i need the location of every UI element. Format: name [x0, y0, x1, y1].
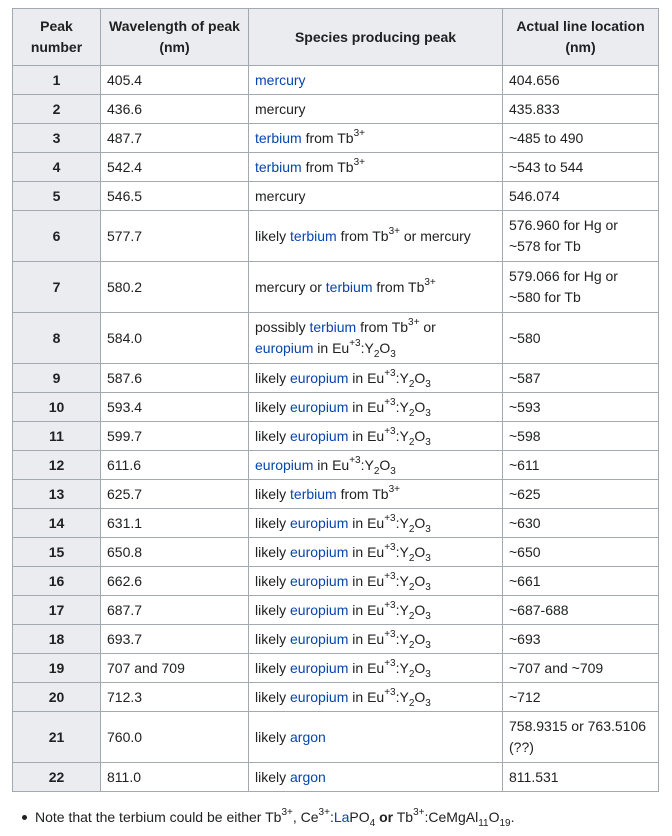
tb-ion: $Tb^{3+}$ [337, 127, 365, 146]
actual-location-cell: ~712 [503, 683, 659, 712]
species-cell: likely europium in $Eu^{+3}:Y_2O_3$ [249, 625, 503, 654]
lanthanum-link[interactable]: La [333, 809, 350, 825]
species-cell: likely terbium from $Tb^{3+}$ [249, 480, 503, 509]
actual-location-cell: ~707 and ~709 [503, 654, 659, 683]
wavelength-cell: 587.6 [101, 364, 249, 393]
peak-number: 20 [13, 683, 101, 712]
actual-location-cell: 758.9315 or 763.5106 (??) [503, 712, 659, 763]
table-row [13, 124, 659, 153]
table-row [13, 763, 659, 792]
eu-formula: $Eu^{+3}:Y_2O_3$ [367, 396, 431, 419]
actual-location-cell: ~598 [503, 422, 659, 451]
species-cell: possibly terbium from $Tb^{3+}$ or europium in $Eu^{+3}:Y_2O_3$ [249, 313, 503, 364]
actual-location-cell: ~593 [503, 393, 659, 422]
peak-number: 4 [13, 153, 101, 182]
eu-formula: $Eu^{+3}:Y_2O_3$ [332, 454, 396, 477]
wavelength-cell: 542.4 [101, 153, 249, 182]
table-row [13, 712, 659, 763]
table-row [13, 422, 659, 451]
table-row [13, 625, 659, 654]
europium-link[interactable]: europium [290, 659, 349, 676]
terbium-link[interactable]: terbium [290, 227, 337, 244]
argon-link[interactable]: argon [290, 728, 326, 745]
wavelength-cell: 546.5 [101, 182, 249, 211]
species-cell: likely europium in $Eu^{+3}:Y_2O_3$ [249, 422, 503, 451]
actual-location-cell: 579.066 for Hg or ~580 for Tb [503, 262, 659, 313]
species-cell: mercury [249, 182, 503, 211]
table-row [13, 393, 659, 422]
actual-location-cell: 546.074 [503, 182, 659, 211]
wavelength-cell: 707 and 709 [101, 654, 249, 683]
table-row [13, 509, 659, 538]
actual-location-cell: ~587 [503, 364, 659, 393]
species-cell [249, 153, 503, 182]
eu-formula: $Eu^{+3}:Y_2O_3$ [367, 628, 431, 651]
species-cell: likely europium in $Eu^{+3}:Y_2O_3$ [249, 654, 503, 683]
species-cell: likely europium in $Eu^{+3}:Y_2O_3$ [249, 538, 503, 567]
actual-location-cell: ~580 [503, 313, 659, 364]
wavelength-cell: 811.0 [101, 763, 249, 792]
table-row [13, 211, 659, 262]
eu-formula: $Eu^{+3}:Y_2O_3$ [367, 657, 431, 680]
europium-link[interactable]: europium [290, 688, 349, 705]
eu-formula: $Eu^{+3}:Y_2O_3$ [367, 599, 431, 622]
species-cell: likely europium in $Eu^{+3}:Y_2O_3$ [249, 364, 503, 393]
wavelength-cell: 580.2 [101, 262, 249, 313]
europium-link[interactable]: europium [255, 456, 314, 473]
header-wavelength[interactable]: Wavelength of peak (nm) [101, 9, 249, 66]
species-cell [249, 66, 503, 95]
eu-formula: $Eu^{+3}:Y_2O_3$ [367, 512, 431, 535]
table-row [13, 567, 659, 596]
table-row [13, 95, 659, 124]
tb-ion: $Tb^{3+}$ [391, 317, 420, 335]
actual-location-cell: ~693 [503, 625, 659, 654]
peak-number: 17 [13, 596, 101, 625]
header-species[interactable]: Species producing peak [249, 9, 503, 66]
peak-number: 7 [13, 262, 101, 313]
peak-number: 9 [13, 364, 101, 393]
europium-link[interactable]: europium [290, 630, 349, 647]
wavelength-cell: 631.1 [101, 509, 249, 538]
wavelength-cell: 577.7 [101, 211, 249, 262]
eu-formula: $Eu^{+3}:Y_2O_3$ [367, 541, 431, 564]
peak-number: 12 [13, 451, 101, 480]
peak-number: 15 [13, 538, 101, 567]
table-row [13, 654, 659, 683]
species-cell: likely europium in $Eu^{+3}:Y_2O_3$ [249, 509, 503, 538]
peak-number: 16 [13, 567, 101, 596]
peak-number: 1 [13, 66, 101, 95]
wavelength-cell: 760.0 [101, 712, 249, 763]
table-row [13, 182, 659, 211]
species-cell: likely argon [249, 712, 503, 763]
peak-number: 3 [13, 124, 101, 153]
peak-number: 21 [13, 712, 101, 763]
wavelength-cell: 650.8 [101, 538, 249, 567]
species-cell: mercury [249, 95, 503, 124]
terbium-link[interactable]: terbium [309, 319, 357, 335]
wavelength-cell: 405.4 [101, 66, 249, 95]
header-actual-location[interactable]: Actual line location (nm) [503, 9, 659, 66]
species-cell [249, 124, 503, 153]
eu-formula: $Eu^{+3}:Y_2O_3$ [367, 686, 431, 709]
table-row [13, 596, 659, 625]
species-cell: likely europium in $Eu^{+3}:Y_2O_3$ [249, 683, 503, 712]
tb-ion: $Tb^{3+}$ [372, 483, 400, 502]
table-row [13, 153, 659, 182]
wavelength-cell: 487.7 [101, 124, 249, 153]
species-cell: likely europium in $Eu^{+3}:Y_2O_3$ [249, 596, 503, 625]
peak-number: 5 [13, 182, 101, 211]
actual-location-cell: 576.960 for Hg or ~578 for Tb [503, 211, 659, 262]
tb-ion: $Tb^{3+}$ [337, 156, 365, 175]
header-peak-number[interactable]: Peak number [13, 9, 101, 66]
europium-link[interactable]: europium [290, 601, 349, 618]
bullet-icon [22, 815, 27, 820]
europium-link[interactable]: europium [255, 340, 314, 356]
eu-formula: $Eu^{+3}:Y_2O_3$ [332, 338, 396, 360]
wavelength-cell: 593.4 [101, 393, 249, 422]
eu-formula: $Eu^{+3}:Y_2O_3$ [367, 367, 431, 390]
table-row [13, 364, 659, 393]
wavelength-cell: 662.6 [101, 567, 249, 596]
species-cell: europium in $Eu^{+3}:Y_2O_3$ [249, 451, 503, 480]
table-row [13, 683, 659, 712]
actual-location-cell: ~687-688 [503, 596, 659, 625]
table-row [13, 66, 659, 95]
species-text: from [305, 129, 334, 146]
table-row [13, 451, 659, 480]
europium-link[interactable]: europium [290, 543, 349, 560]
mercury-link[interactable]: mercury [255, 71, 306, 88]
species-cell: likely terbium from $Tb^{3+}$ or mercury [249, 211, 503, 262]
actual-location-cell: ~543 to 544 [503, 153, 659, 182]
terbium-link[interactable]: terbium [290, 485, 337, 502]
species-cell: likely europium in $Eu^{+3}:Y_2O_3$ [249, 393, 503, 422]
wavelength-cell: 712.3 [101, 683, 249, 712]
wavelength-cell: 693.7 [101, 625, 249, 654]
peak-number: 14 [13, 509, 101, 538]
peaks-table [12, 8, 659, 792]
terbium-link[interactable]: terbium [255, 158, 302, 175]
actual-location-cell: 811.531 [503, 763, 659, 792]
actual-location-cell: ~611 [503, 451, 659, 480]
peak-number: 8 [13, 313, 101, 364]
tb-ion: $Tb^{3+}$ [372, 225, 400, 244]
eu-formula: $Eu^{+3}:Y_2O_3$ [367, 570, 431, 593]
peak-number: 10 [13, 393, 101, 422]
peak-number: 19 [13, 654, 101, 683]
actual-location-cell: 435.833 [503, 95, 659, 124]
wavelength-cell: 625.7 [101, 480, 249, 509]
wavelength-cell: 436.6 [101, 95, 249, 124]
wavelength-cell: 599.7 [101, 422, 249, 451]
table-row [13, 313, 659, 364]
actual-location-cell: ~661 [503, 567, 659, 596]
europium-link[interactable]: europium [290, 398, 349, 415]
europium-link[interactable]: europium [290, 572, 349, 589]
peak-number: 11 [13, 422, 101, 451]
wavelength-cell: 611.6 [101, 451, 249, 480]
peak-number: 13 [13, 480, 101, 509]
peak-number: 18 [13, 625, 101, 654]
wavelength-cell: 687.7 [101, 596, 249, 625]
actual-location-cell: ~485 to 490 [503, 124, 659, 153]
table-row [13, 538, 659, 567]
europium-link[interactable]: europium [290, 369, 349, 386]
table-row [13, 262, 659, 313]
actual-location-cell: 404.656 [503, 66, 659, 95]
peak-number: 2 [13, 95, 101, 124]
tb-ion: $Tb^{3+}$ [408, 276, 436, 295]
table-row [13, 480, 659, 509]
species-cell: mercury or terbium from $Tb^{3+}$ [249, 262, 503, 313]
species-cell: likely argon [249, 763, 503, 792]
table-header-row [13, 9, 659, 66]
europium-link[interactable]: europium [290, 427, 349, 444]
species-text: from [305, 158, 334, 175]
wavelength-cell: 584.0 [101, 313, 249, 364]
eu-formula: $Eu^{+3}:Y_2O_3$ [367, 425, 431, 448]
species-cell: likely europium in $Eu^{+3}:Y_2O_3$ [249, 567, 503, 596]
actual-location-cell: ~650 [503, 538, 659, 567]
argon-link[interactable]: argon [290, 768, 326, 785]
peak-number: 6 [13, 211, 101, 262]
actual-location-cell: ~630 [503, 509, 659, 538]
footnote: Note that the terbium could be either $Tb^{3+}$, $Ce^{3+}:LaPO_4$ or $Tb^{3+}:CeMgAl_{11}O_{19}$. [22, 806, 662, 828]
terbium-link[interactable]: terbium [325, 278, 373, 295]
actual-location-cell: ~625 [503, 480, 659, 509]
europium-link[interactable]: europium [290, 514, 349, 531]
peak-number: 22 [13, 763, 101, 792]
terbium-link[interactable]: terbium [255, 129, 302, 146]
